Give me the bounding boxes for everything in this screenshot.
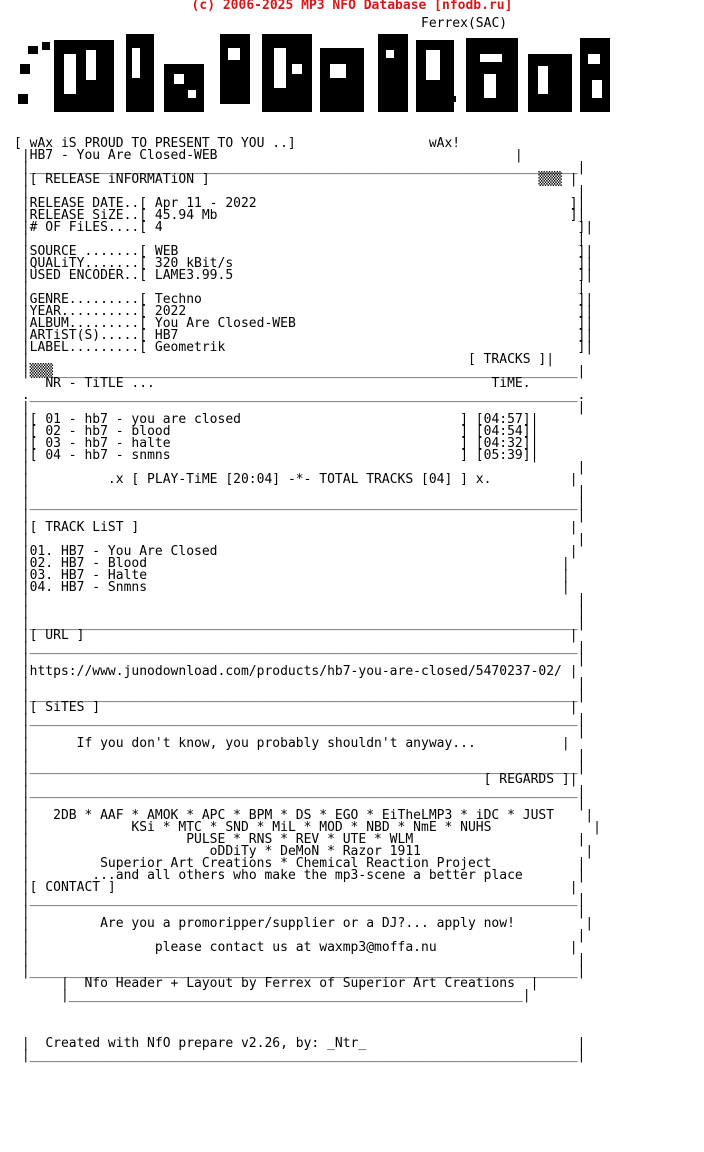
contact-email: please contact us at waxmp3@moffa.nu: [154, 940, 437, 955]
tracklist-item: 04. HB7 - Snmns: [29, 580, 148, 595]
track-time: 04:54: [483, 424, 523, 439]
release-info-label: [ RELEASE iNFORMATiON ]: [29, 172, 210, 187]
regards-line: 2DB * AAF * AMOK * APC * BPM * DS * EGO * EiTheLMP3 * iDC * JUST: [53, 808, 555, 823]
regards-line: ...and all others who make the mp3-scene a better place: [92, 868, 523, 883]
source: WEB: [154, 244, 179, 259]
sites-text: If you don't know, you probably shouldn't anyway...: [76, 736, 476, 751]
contact-label: [ CONTACT ]: [29, 880, 116, 895]
regards-line: PULSE * RNS * REV * UTE * WLM: [186, 832, 414, 847]
url-label: [ URL ]: [29, 628, 85, 643]
track-nr: 04: [45, 448, 61, 463]
contact-line: Are you a promoripper/supplier or a DJ?... apply now!: [100, 916, 515, 931]
track-nr: 02: [45, 424, 61, 439]
tracklist-label: [ TRACK LiST ]: [29, 520, 140, 535]
regards-line: oDDiTy * DeMoN * Razor 1911: [209, 844, 421, 859]
play-time: 20:04: [233, 472, 273, 487]
tracks-label: [ TRACKS ]: [467, 352, 547, 367]
quality: 320 kBit/s: [154, 256, 234, 271]
layout-credit: Nfo Header + Layout by Ferrex of Superior Art Creations: [84, 976, 515, 991]
track-title: hb7 - halte: [84, 436, 171, 451]
group-tag: wAx!: [428, 136, 461, 151]
release-size: 45.94 Mb: [154, 208, 218, 223]
genre: Techno: [154, 292, 202, 307]
track-title: hb7 - you are closed: [84, 412, 241, 427]
tracks-header-title: NR - TiTLE ...: [45, 376, 155, 391]
encoder: LAME3.99.5: [154, 268, 234, 283]
release-date: Apr 11 - 2022: [154, 196, 257, 211]
regards-line: KSi * MTC * SND * MiL * MOD * NBD * NmE * NUHS: [131, 820, 492, 835]
tracklist-item: 01. HB7 - You Are Closed: [29, 544, 218, 559]
nfo-text: Ferrex(SAC) [ wAx iS PROUD TO PRESENT TO YOU ..] wAx! |HB7 - You Are Closed-WEB | |______________________________________________________________________| |[ RELEASE iNFORMATiON ] ▒▒▒ | | | |RELEASE DATE..[ Apr 11 - 2022 ]| |RELEASE SiZE..[ 45.94 Mb ]| |# OF FiLES....[ 4 ]| | | |SOURCE .......[ WEB ]| |QUALiTY.......[ 320 kBit/s ]| |USED ENCODER..[ LAME3.99.5 ]| | | |GENRE.........[ Techno ]| |YEAR..........[ 2022 ]| |ALBUM.........[ You Are Closed-WEB ]| |ARTiST(S).....[ HB7 ]| |LABEL.........[ Geometrik ]| | [ TRACKS ]| |▒▒▒___________________________________________________________________| NR - TiTLE ... TiME. .______________________________________________________________________. | | |[ 01 - hb7 - you are closed ] [04:57]| |[ 02 - hb7 - blood ] [04:54]| |[ 03 - hb7 - halte ] [04:32]| |[ 04 - hb7 - snmns ] [05:39]| | | | .x [ PLAY-TiME [20:04] -*- TOTAL TRACKS [04] ] x. | | | |______________________________________________________________________| | | |[ TRACK LiST ] | | | |01. HB7 - You Are Closed | |02. HB7 - Blood | |03. HB7 - Halte | |04. HB7 - Snmns | | | | | |______________________________________________________________________| |[ URL ] | |______________________________________________________________________| | | |https://www.junodownload.com/products/hb7-you-are-closed/5470237-02/ | | | |______________________________________________________________________| |[ SiTES ] | |______________________________________________________________________| | | | If you don't know, you probably shouldn't anyway... | | | |______________________________________________________________________| | [ REGARDS ]| |______________________________________________________________________| | | | 2DB * AAF * AMOK * APC * BPM * DS * EGO * EiTheLMP3 * iDC * JUST | | KSi * MTC * SND * MiL * MOD * NBD * NmE * NUHS | | PULSE * RNS * REV * UTE * WLM | | oDDiTy * DeMoN * Razor 1911 | | Superior Art Creations * Chemical Reaction Project | | ...and all others who make the mp3-scene a better place | |[ CONTACT ] | |______________________________________________________________________| | | | Are you a promoripper/supplier or a DJ?... apply now! | | | | please contact us at waxmp3@moffa.nu | | | |______________________________________________________________________| | Nfo Header + Layout by Ferrex of Superior Art Creations | |__________________________________________________________| | Created with NfO prepare v2.26, by: _Ntr_ | |______________________________________________________________________|: [14, 16, 602, 1063]
track-title: hb7 - snmns: [84, 448, 171, 463]
created-with: Created with NfO prepare v2.26, by: _Ntr_: [45, 1036, 367, 1051]
release-title: HB7 - You Are Closed-WEB: [29, 148, 218, 163]
track-nr: 03: [45, 436, 61, 451]
track-title: hb7 - blood: [84, 424, 171, 439]
regards-label: [ REGARDS ]: [483, 772, 570, 787]
year: 2022: [154, 304, 187, 319]
track-time: 05:39: [483, 448, 523, 463]
track-time: 04:32: [483, 436, 523, 451]
release-url-link[interactable]: https://www.junodownload.com/products/hb7-you-are-closed/5470237-02/: [29, 664, 562, 679]
album: You Are Closed-WEB: [154, 316, 296, 331]
track-time: 04:57: [483, 412, 523, 427]
site-credit: (c) 2006-2025 MP3 NFO Database [nfodb.ru]: [191, 0, 513, 13]
label: Geometrik: [154, 340, 226, 355]
tracklist-item: 02. HB7 - Blood: [29, 556, 148, 571]
tracks-header-time: TiME.: [491, 376, 531, 391]
artist: HB7: [154, 328, 179, 343]
logo-author: Ferrex(SAC): [421, 16, 508, 31]
total-tracks: 04: [428, 472, 445, 487]
track-nr: 01: [45, 412, 61, 427]
tracklist-item: 03. HB7 - Halte: [29, 568, 148, 583]
sites-label: [ SiTES ]: [29, 700, 101, 715]
regards-line: Superior Art Creations * Chemical Reaction Project: [100, 856, 492, 871]
present-line: [ wAx iS PROUD TO PRESENT TO YOU ..]: [14, 136, 296, 151]
file-count: 4: [154, 220, 163, 235]
